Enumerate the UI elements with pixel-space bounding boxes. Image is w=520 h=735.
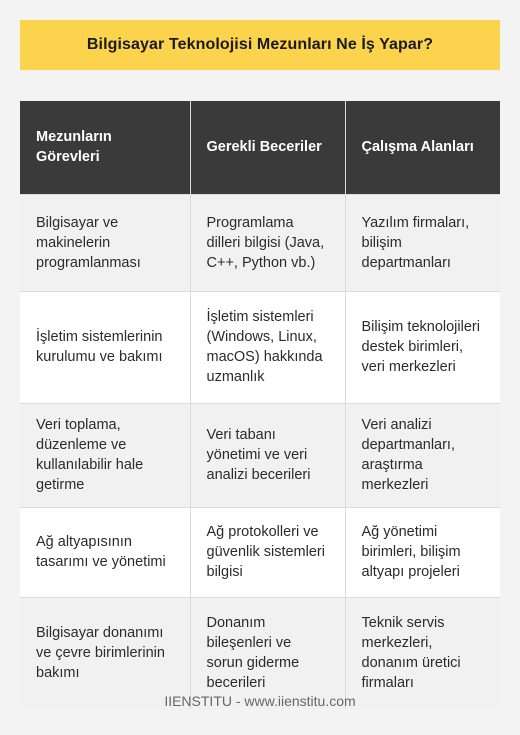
table-cell-duty: İşletim sistemlerinin kurulumu ve bakımı — [20, 291, 190, 403]
page-title: Bilgisayar Teknolojisi Mezunları Ne İş Yapar? — [86, 36, 434, 53]
table-cell-skill: Veri tabanı yönetimi ve veri analizi becerileri — [190, 403, 345, 507]
column-header-duties: Mezunların Görevleri — [20, 101, 190, 194]
career-table — [20, 101, 500, 709]
table-cell-duty: Bilgisayar donanımı ve çevre birimlerinin bakımı — [20, 597, 190, 709]
table-cell-skill: Programlama dilleri bilgisi (Java, C++, Python vb.) — [190, 194, 345, 291]
table-row — [20, 403, 500, 507]
table-cell-skill: İşletim sistemleri (Windows, Linux, macOS) hakkında uzmanlık — [190, 291, 345, 403]
column-header-workplaces: Çalışma Alanları — [345, 101, 500, 194]
table-cell-duty: Bilgisayar ve makinelerin programlanması — [20, 194, 190, 291]
table-cell-workplace: Ağ yönetimi birimleri, bilişim altyapı projeleri — [345, 507, 500, 597]
column-header-skills: Gerekli Beceriler — [190, 101, 345, 194]
table-row — [20, 507, 500, 597]
table-row — [20, 194, 500, 291]
table-cell-workplace: Veri analizi departmanları, araştırma merkezleri — [345, 403, 500, 507]
table-cell-workplace: Yazılım firmaları, bilişim departmanları — [345, 194, 500, 291]
table-cell-duty: Ağ altyapısının tasarımı ve yönetimi — [20, 507, 190, 597]
table-cell-duty: Veri toplama, düzenleme ve kullanılabilir hale getirme — [20, 403, 190, 507]
table-cell-workplace: Teknik servis merkezleri, donanım üretici firmaları — [345, 597, 500, 709]
title-banner — [20, 20, 500, 70]
table-row — [20, 291, 500, 403]
table-header-row — [20, 101, 500, 194]
table-cell-skill: Donanım bileşenleri ve sorun giderme becerileri — [190, 597, 345, 709]
footer-credit: IIENSTITU - www.iienstitu.com — [164, 693, 356, 709]
table-cell-workplace: Bilişim teknolojileri destek birimleri, veri merkezleri — [345, 291, 500, 403]
table-cell-skill: Ağ protokolleri ve güvenlik sistemleri bilgisi — [190, 507, 345, 597]
